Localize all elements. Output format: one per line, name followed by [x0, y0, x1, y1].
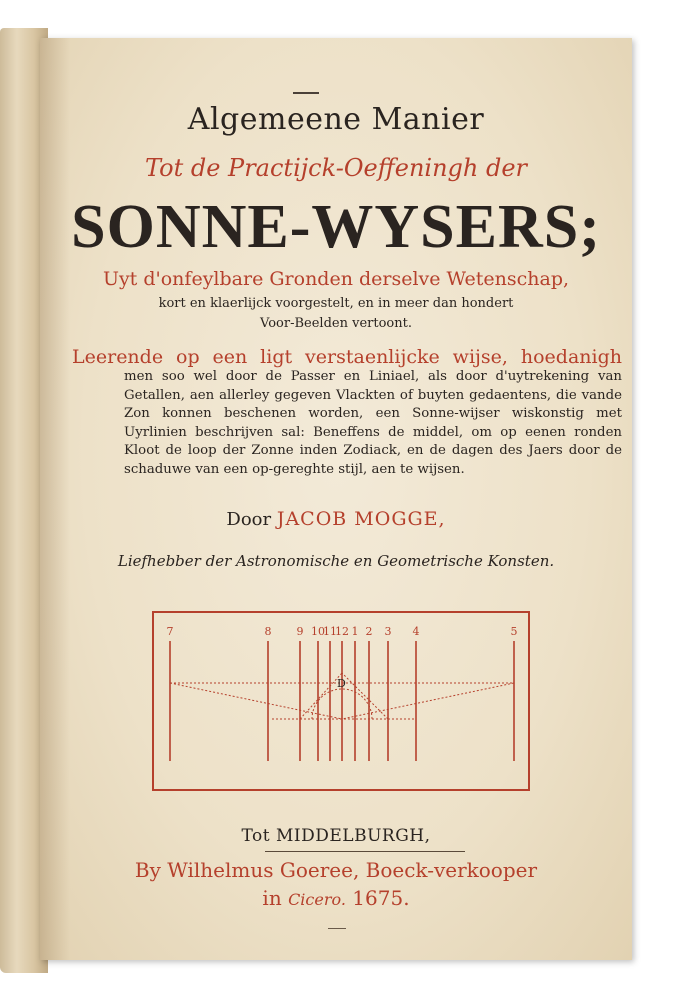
hour-label-11: 11 — [323, 625, 337, 638]
imprint-location-line — [40, 886, 632, 910]
hour-label-2: 2 — [365, 625, 373, 638]
dial-hour-labels — [167, 625, 518, 638]
tail-rule-mark — [328, 928, 346, 929]
title-line-3: SONNE-WYSERS; — [71, 193, 601, 261]
imprint-publisher: By Wilhelmus Goeree, Boeck-verkooper — [134, 858, 538, 882]
hour-label-12: 12 — [335, 625, 349, 638]
hour-label-3: 3 — [384, 625, 392, 638]
hour-label-7: 7 — [166, 625, 174, 638]
hour-label-1: 1 — [351, 625, 359, 638]
top-rule-mark — [293, 92, 319, 94]
hour-label-8: 8 — [264, 625, 272, 638]
title-line-2: Tot de Practijck-Oeffeningh der — [144, 154, 528, 182]
imprint-location-prefix: in — [262, 886, 282, 910]
hour-label-4: 4 — [412, 625, 420, 638]
dial-center-label: D — [337, 677, 346, 690]
hour-label-5: 5 — [510, 625, 518, 638]
imprint-place: Tot MIDDELBURGH, — [241, 826, 431, 846]
author-name: JACOB MOGGE, — [276, 508, 446, 530]
dial-frame — [153, 612, 529, 790]
construction-line — [342, 673, 388, 719]
hour-label-10: 10 — [311, 625, 325, 638]
construction-line — [342, 683, 514, 719]
description-paragraph — [72, 346, 622, 480]
imprint-location: Cicero. — [288, 890, 346, 909]
construction-line — [300, 673, 342, 719]
title-line-1: Algemeene Manier — [187, 102, 485, 137]
description-body: men soo wel door de Passer en Liniael, als door d'uytrekening van Getallen, aen allerley gegeven Vlackten of buyten gedaentens, die vande Zon konnen beschenen worden, een Sonne-wijser wiskonstig met Uyrlinien beschrijven sal: Beneffens de middel, om op eenen ronden Kloot de loop der Zonne inden Zodiack, en de dagen des Jaers door de schaduwe van een op-gereghte stijl, aen te wijsen. — [124, 369, 622, 477]
subtitle-line-1: Uyt d'onfeylbare Gronden derselve Wetenschap, — [102, 268, 570, 290]
author-line — [40, 508, 632, 530]
subtitle-line-3: Voor-Beelden vertoont. — [260, 316, 412, 331]
hour-label-9: 9 — [296, 625, 304, 638]
author-prefix: Door — [226, 509, 272, 530]
sundial-diagram — [152, 611, 530, 791]
author-role: Liefhebber der Astronomische en Geometrische Konsten. — [117, 552, 555, 570]
description-lead: Leerende op een ligt verstaenlijcke wijse, hoedanigh — [72, 346, 622, 368]
imprint-year: 1675. — [352, 886, 410, 910]
imprint-rule — [265, 851, 465, 852]
subtitle-line-2: kort en klaerlijck voorgestelt, en in meer dan hondert — [158, 296, 514, 311]
